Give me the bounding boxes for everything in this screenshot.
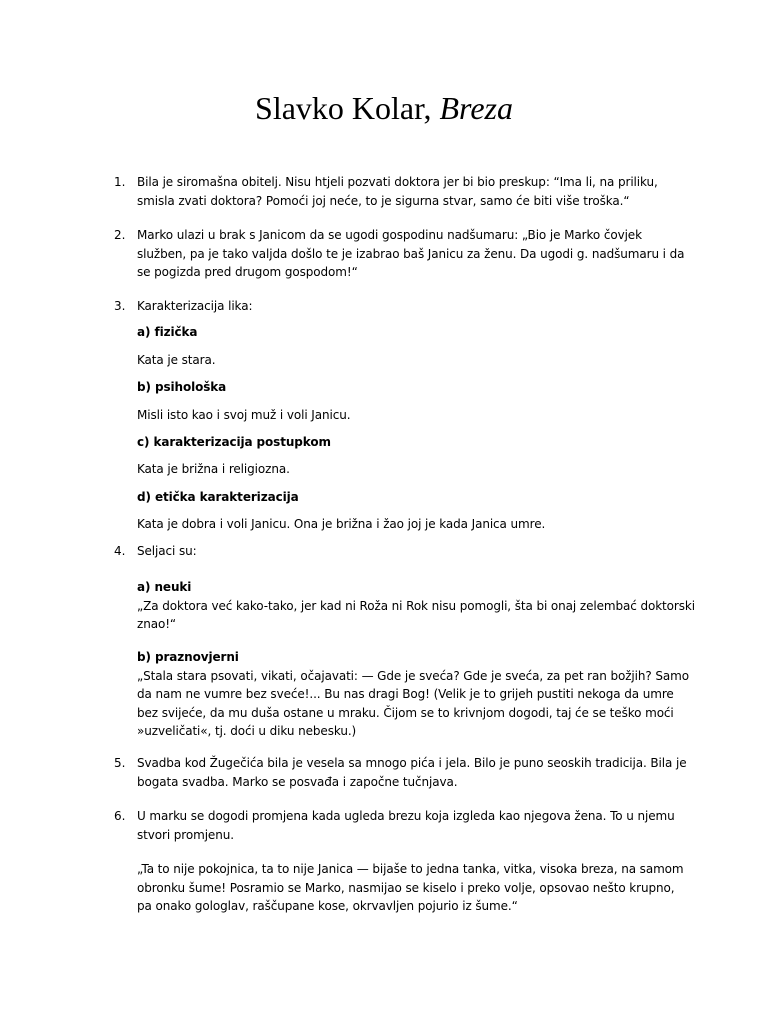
item-number: 2. [114, 228, 126, 242]
subheading: d) etička karakterizacija [137, 490, 299, 504]
quote-line: „Za doktora već kako-tako, jer kad ni Roža ni Rok nisu pomogli, šta bi onaj zelembać doktorski [137, 598, 695, 613]
work-title: Breza [439, 90, 513, 126]
item-number: 1. [114, 175, 126, 189]
quote-line: „Ta to nije pokojnica, ta to nije Janica — bijaše to jedna tanka, vitka, visoka breza, na samom [137, 862, 684, 876]
item-5-line: Svadba kod Žugečića bila je vesela sa mnogo pića i jela. Bilo je puno seoskih tradicija. Bila je [137, 756, 687, 770]
subtext: Kata je stara. [137, 353, 216, 367]
item-5-line: bogata svadba. Marko se posvađa i započne tučnjava. [137, 774, 458, 789]
subheading: a) neuki [137, 580, 192, 594]
subheading: b) praznovjerni [137, 650, 239, 664]
quote-line: da nam ne vumre bez sveće!... Bu nas dragi Bog! (Velik je to grijeh pustiti nekoga da umre [137, 687, 674, 701]
author-name: Slavko Kolar, [255, 90, 432, 126]
item-number: 3. [114, 299, 126, 313]
quote-line: znao!“ [137, 617, 177, 631]
subheading: c) karakterizacija postupkom [137, 435, 331, 449]
item-2-line: Marko ulazi u brak s Janicom da se ugodi gospodinu nadšumaru: „Bio je Marko čovjek [137, 228, 642, 242]
item-2-line: se pogizda pred drugom gospodom!“ [137, 265, 358, 279]
item-4-intro: Seljaci su: [137, 544, 197, 558]
quote-line: pa onako gologlav, raščupane kose, okrvavljen pojurio iz šume.“ [137, 899, 518, 913]
item-6-line: U marku se dogodi promjena kada ugleda brezu koja izgleda kao njegova žena. To u njemu [137, 809, 675, 823]
subtext: Misli isto kao i svoj muž i voli Janicu. [137, 408, 351, 422]
document-title [0, 88, 768, 128]
item-number: 6. [114, 809, 126, 823]
subheading: b) psihološka [137, 380, 227, 394]
quote-line: »uzveličati«, tj. doći u diku nebesku.) [137, 724, 357, 738]
item-number: 5. [114, 756, 126, 770]
item-1-line: smisla zvati doktora? Pomoći joj neće, to je sigurna stvar, samo će biti više troška.“ [137, 193, 630, 208]
quote-line: obronku šume! Posramio se Marko, nasmijao se kiselo i preko volje, opsovao nešto krupno, [137, 880, 675, 895]
item-6-line: stvori promjenu. [137, 827, 234, 842]
item-2-line: služben, pa je tako valjda došlo te je izabrao baš Janicu za ženu. Da ugodi g. nadšumaru i da [137, 246, 685, 261]
item-1-line: Bila je siromašna obitelj. Nisu htjeli pozvati doktora jer bi bio preskup: “Ima li, na priliku, [137, 175, 658, 189]
quote-line: bez svijeće, da mu duša ostane u mraku. Čijom se to krivnjom dogodi, taj će se teško moći [137, 705, 674, 720]
item-number: 4. [114, 544, 126, 558]
subtext: Kata je brižna i religiozna. [137, 462, 290, 476]
subheading: a) fizička [137, 325, 198, 339]
item-3-intro: Karakterizacija lika: [137, 299, 253, 313]
subtext: Kata je dobra i voli Janicu. Ona je brižna i žao joj je kada Janica umre. [137, 517, 546, 531]
quote-line: „Stala stara psovati, vikati, očajavati: — Gde je sveća? Gde je sveća, za pet ran božjih? Samo [137, 668, 689, 683]
